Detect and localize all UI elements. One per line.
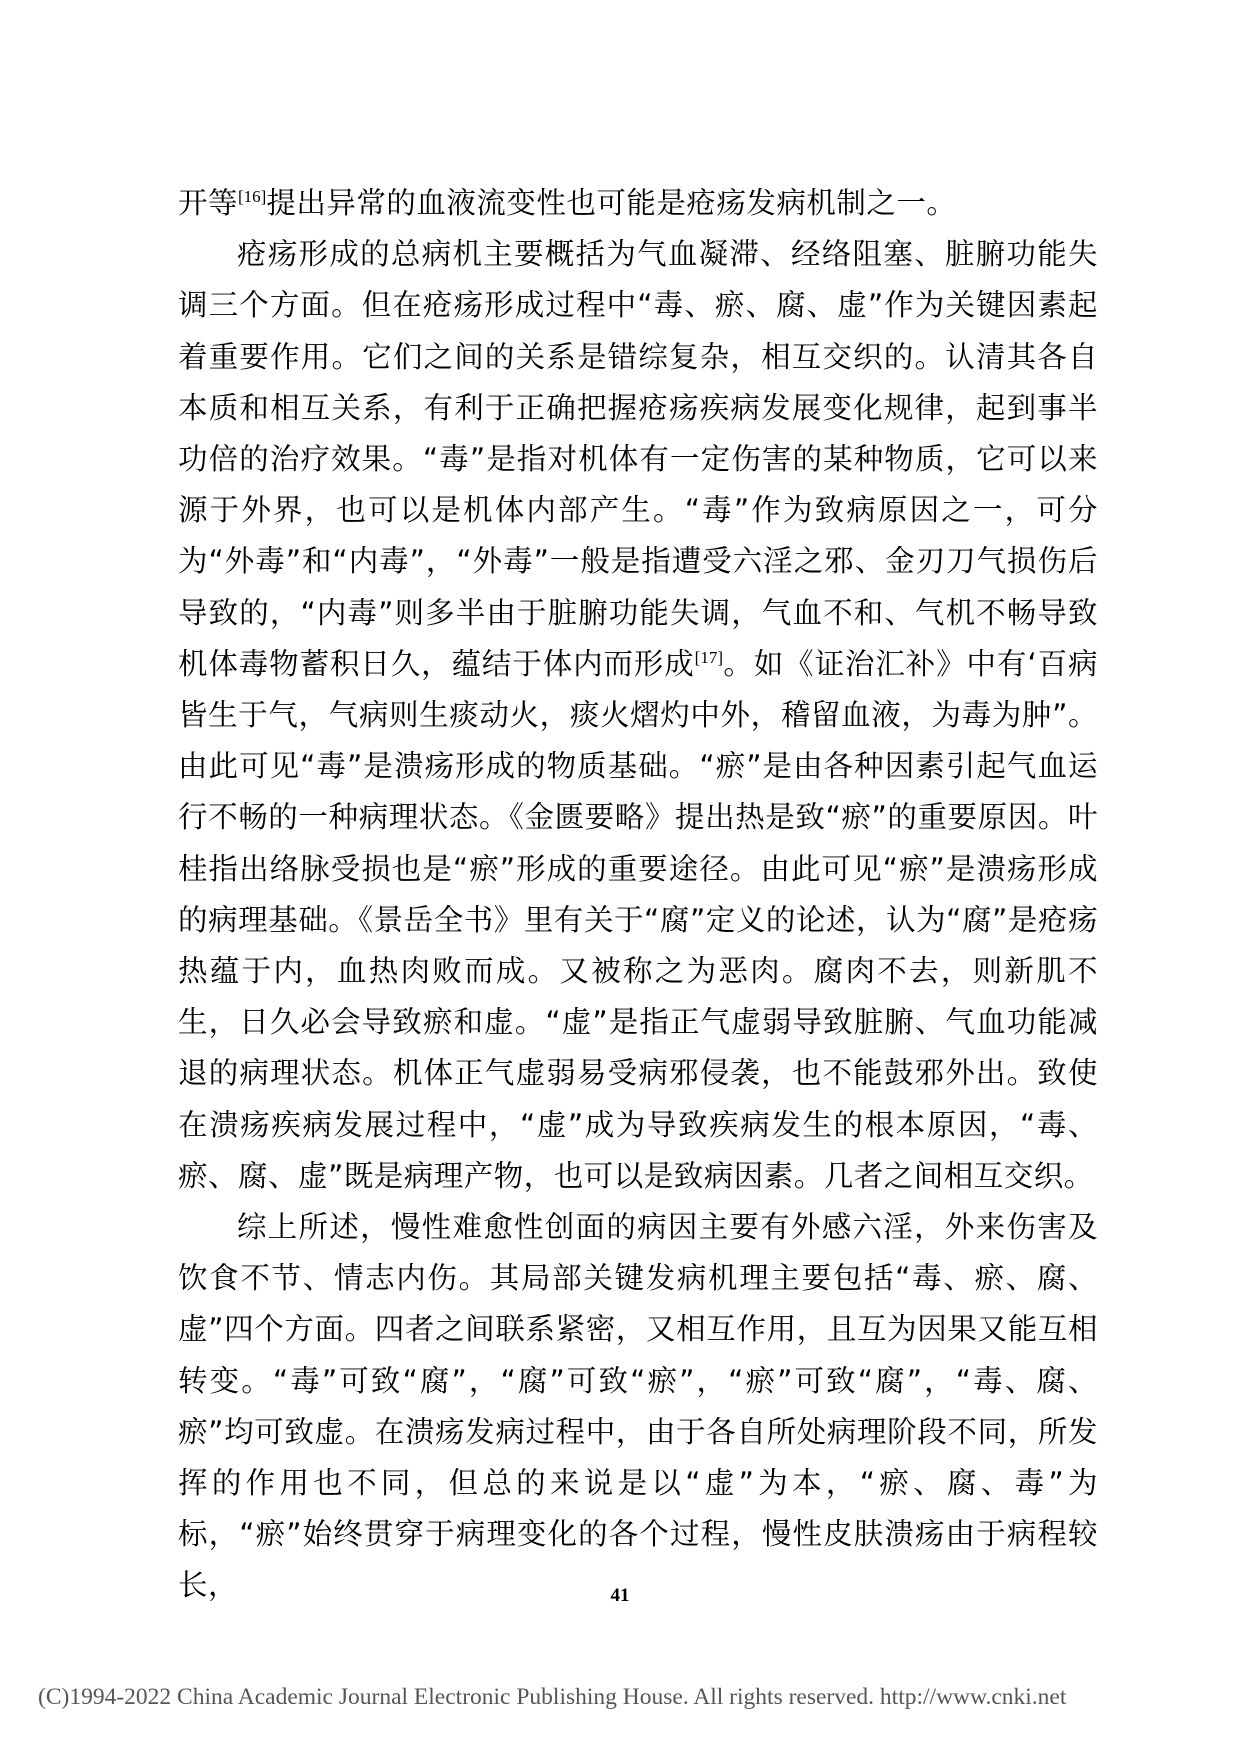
body-text — [178, 178, 1098, 1612]
text-run: 提出异常的血液流变性也可能是疮疡发病机制之一。 — [266, 186, 957, 220]
citation-ref: [16] — [238, 187, 267, 207]
copyright-notice: (C)1994-2022 China Academic Journal Electronic Publishing House. All rights reserved. http://www.cnki.net — [38, 1684, 1067, 1710]
paragraph — [178, 1202, 1098, 1612]
text-run: 。如《证治汇补》中有‘百病皆生于气，气病则生痰动火，痰火熠灼中外，稽留血液，为毒为肿”。由此可见“毒”是溃疡形成的物质基础。“瘀”是由各种因素引起气血运行不畅的一种病理状态。《金匮要略》提出热是致“瘀”的重要原因。叶桂指出络脉受损也是“瘀”形成的重要途径。由此可见“瘀”是溃疡形成的病理基础。《景岳全书》里有关于“腐”定义的论述，认为“腐”是疮疡热蕴于内，血热肉败而成。又被称之为恶肉。腐肉不去，则新肌不生，日久必会导致瘀和虚。“虚”是指正气虚弱导致脏腑、气血功能减退的病理状态。机体正气虚弱易受病邪侵袭，也不能鼓邪外出。致使在溃疡疾病发展过程中，“虚”成为导致疾病发生的根本原因，“毒、瘀、腐、虚”既是病理产物，也可以是致病因素。几者之间相互交织。 — [178, 646, 1098, 1193]
page-number: 41 — [610, 1585, 630, 1606]
paragraph — [178, 178, 1098, 229]
text-run: 综上所述，慢性难愈性创面的病因主要有外感六淫，外来伤害及饮食不节、情志内伤。其局部关键发病机理主要包括“毒、瘀、腐、虚”四个方面。四者之间联系紧密，又相互作用，且互为因果又能互相转变。“毒”可致“腐”，“腐”可致“瘀”，“瘀”可致“腐”，“毒、腐、瘀”均可致虚。在溃疡发病过程中，由于各自所处病理阶段不同，所发挥的作用也不同，但总的来说是以“虚”为本，“瘀、腐、毒”为标，“瘀”始终贯穿于病理变化的各个过程，慢性皮肤溃疡由于病程较长， — [178, 1210, 1098, 1603]
text-run: 开等 — [178, 186, 239, 220]
paragraph — [178, 229, 1098, 1202]
citation-ref: [17] — [694, 648, 723, 667]
text-run: 疮疡形成的总病机主要概括为气血凝滞、经络阻塞、脏腑功能失调三个方面。但在疮疡形成过程中“毒、瘀、腐、虚”作为关键因素起着重要作用。它们之间的关系是错综复杂，相互交织的。认清其各自本质和相互关系，有利于正确把握疮疡疾病发展变化规律，起到事半功倍的治疗效果。“毒”是指对机体有一定伤害的某种物质，它可以来源于外界，也可以是机体内部产生。“毒”作为致病原因之一，可分为“外毒”和“内毒”，“外毒”一般是指遭受六淫之邪、金刃刀气损伤后导致的，“内毒”则多半由于脏腑功能失调，气血不和、气机不畅导致机体毒物蓄积日久，蕴结于体内而形成 — [178, 237, 1098, 681]
